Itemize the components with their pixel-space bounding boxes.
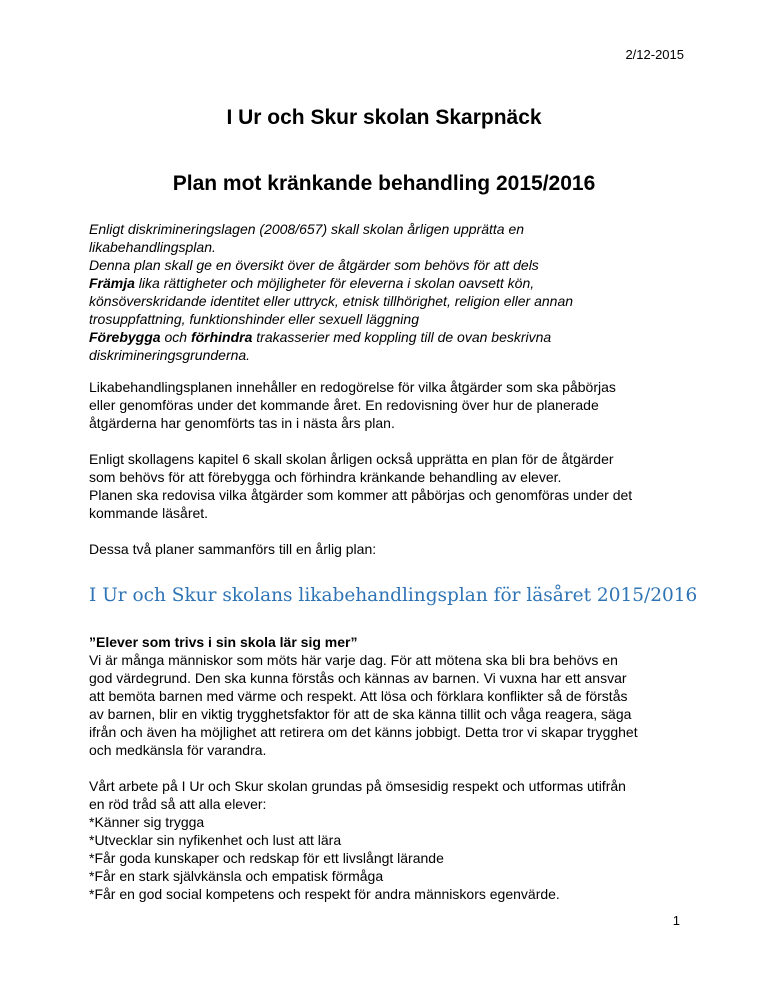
paragraph-line: Likabehandlingsplanen innehåller en redogörelse för vilka åtgärder som ska påbörjas [89,379,616,395]
values-list-item: *Utvecklar sin nyfikenhet och lust att lära [89,832,342,848]
promote-keyword: Främja [89,275,135,291]
values-list-item: *Får goda kunskaper och redskap för ett livslångt lärande [89,850,444,866]
intro-line: könsöverskridande identitet eller uttryck, etnisk tillhörighet, religion eller annan [89,293,574,309]
intro-line: diskrimineringsgrunderna. [89,347,251,363]
intro-line: Denna plan skall ge en översikt över de åtgärder som behövs för att dels [89,257,539,273]
motto-paragraph [89,633,689,759]
paragraph-line: eller genomföras under det kommande året. En redovisning över hur de planerade [89,397,599,413]
prevent-keyword: Förebygga [89,329,161,345]
values-line: en röd tråd så att alla elever: [89,796,267,812]
page-number: 1 [672,913,680,928]
paragraph-line: Enligt skollagens kapitel 6 skall skolan årligen också upprätta en plan för de åtgärder [89,451,614,467]
paragraph-line: Planen ska redovisa vilka åtgärder som kommer att påbörjas och genomföras under det [89,487,633,503]
prevent-text: trakasserier med koppling till de ovan beskrivna [252,329,552,345]
values-list-item: *Känner sig trygga [89,814,205,830]
values-list-item: *Får en god social kompetens och respekt för andra människors egenvärde. [89,886,560,902]
motto-line: och medkänsla för varandra. [89,742,267,758]
intro-promote-line [89,274,689,292]
section-heading: I Ur och Skur skolans likabehandlingsplan för läsåret 2015/2016 [89,585,698,606]
paragraph-line: kommande läsåret. [89,505,209,521]
motto-line: att bemöta barnen med värme och respekt. Att lösa och förklara konflikter så de förstås [89,688,628,704]
school-title: I Ur och Skur skolan Skarpnäck [226,106,542,129]
paragraph-likabehandling [89,378,689,432]
intro-line: likabehandlingsplan. [89,239,216,255]
header-date: 2/12-2015 [625,47,684,62]
hinder-keyword: förhindra [190,329,253,345]
motto-line: av barnen, blir en viktig trygghetsfaktor för att de ska känna tillit och våga reagera, säga [89,706,632,722]
paragraph-line: Dessa två planer sammanförs till en årlig plan: [89,541,377,557]
promote-text: lika rättigheter och möjligheter för eleverna i skolan oavsett kön, [134,275,535,291]
paragraph-skollagen [89,450,689,522]
prevent-och: och [160,329,191,345]
values-line: Vårt arbete på I Ur och Skur skolan grundas på ömsesidig respekt och utformas utifrån [89,778,626,794]
intro-line: trosuppfattning, funktionshinder eller sexuell läggning [89,311,419,327]
paragraph-summary [89,540,689,558]
paragraph-line: som behövs för att förebygga och förhindra kränkande behandling av elever. [89,469,562,485]
motto-line: god värdegrund. Den ska kunna förstås och kännas av barnen. Vi vuxna har ett ansvar [89,670,627,686]
plan-title: Plan mot kränkande behandling 2015/2016 [172,172,596,195]
intro-prevent-line [89,328,689,346]
motto-line: ifrån och även ha möjlighet att retirera om det känns jobbigt. Detta tror vi skapar trygghet [89,724,638,740]
values-list-item: *Får en stark självkänsla och empatisk förmåga [89,868,384,884]
paragraph-line: åtgärderna har genomförts tas in i nästa års plan. [89,415,395,431]
intro-line: Enligt diskrimineringslagen (2008/657) skall skolan årligen upprätta en [89,221,525,237]
values-paragraph [89,777,689,903]
motto-quote: ”Elever som trivs i sin skola lär sig mer” [89,634,358,650]
motto-line: Vi är många människor som möts här varje dag. För att mötena ska bli bra behövs en [89,652,618,668]
intro-paragraph [89,220,689,364]
